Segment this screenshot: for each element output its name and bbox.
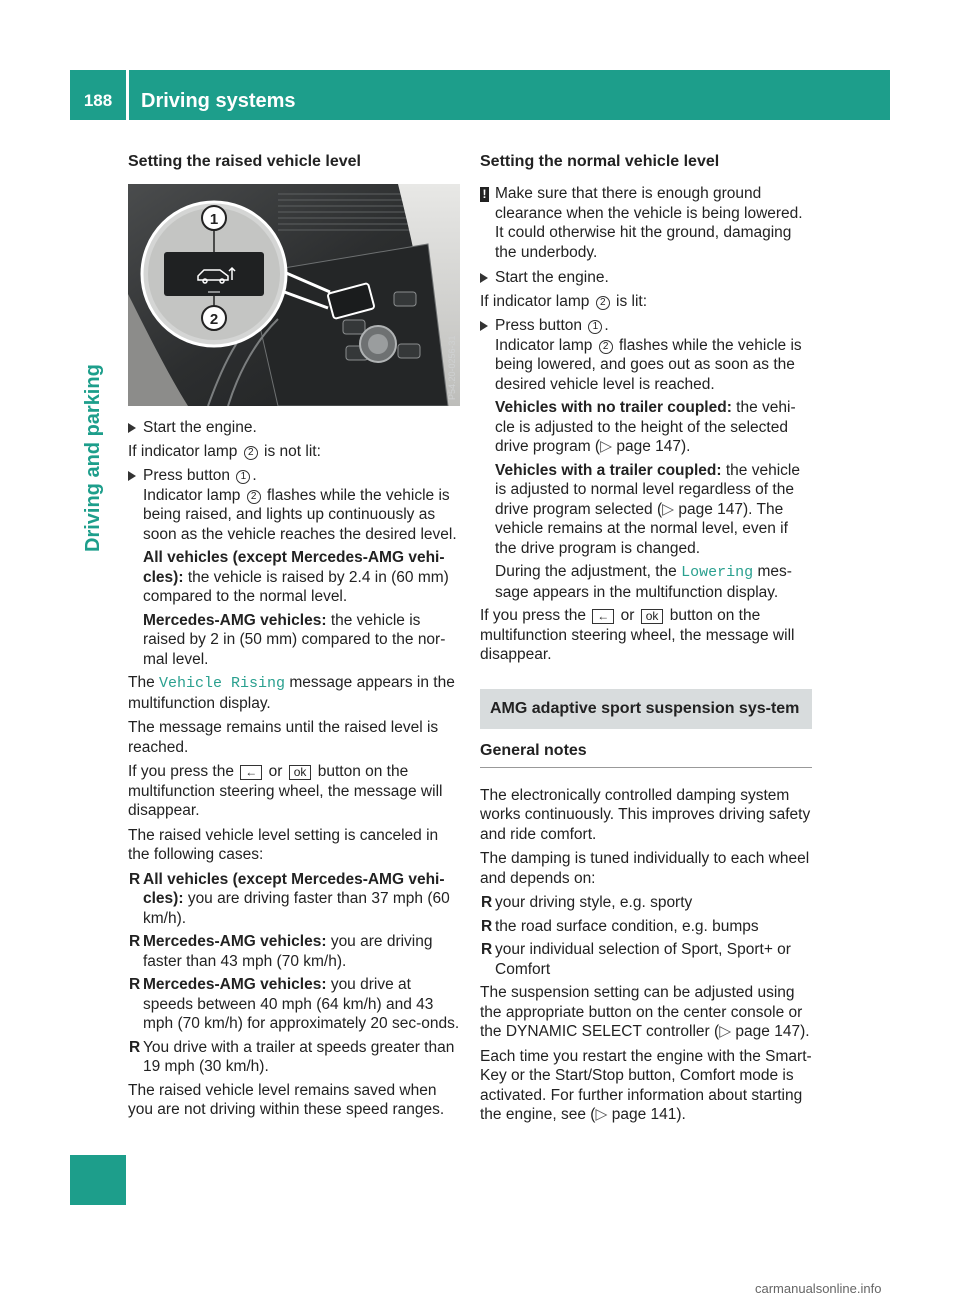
page-ref-arrow-icon: ▷ — [719, 1023, 732, 1040]
step-press-button: Press button 1 . Indicator lamp 2 flashes while the vehicle is being lowered, and goes out as soon as the desired vehicle level is reached. — [480, 316, 812, 394]
amg-suspension-section-title: AMG adaptive sport suspension sys-tem — [480, 689, 812, 729]
step-start-engine: Start the engine. — [480, 268, 812, 288]
step-arrow-icon — [128, 423, 136, 433]
page-number: 188 — [83, 91, 113, 110]
watermark: carmanualsonline.info — [755, 1281, 882, 1296]
general-notes-heading: General notes — [480, 741, 812, 768]
press-back-ok-text: If you press the ← or ok button on the multifunction steering wheel, the message will disappear. — [128, 763, 443, 819]
all-vehicles-note: All vehicles (except Mercedes-AMG vehi-cles): the vehicle is raised by 2.4 in (60 mm) compared to the normal level. — [143, 549, 449, 605]
vehicle-rising-message: The Vehicle Rising message appears in the multifunction display. — [128, 674, 455, 712]
side-tab-label: Driving and parking — [82, 364, 104, 552]
comfort-mode-text: Each time you restart the engine with the Smart-Key or the Start/Stop button, Comfort mode is activated. For further information about starting the engine, see (▷ page 141). — [480, 1047, 812, 1123]
ok-key-icon: ok — [641, 609, 664, 624]
bullet-icon: R — [481, 917, 493, 935]
step-arrow-icon — [128, 471, 136, 481]
page-title: Driving systems — [141, 90, 296, 112]
callout-2-icon: 2 — [599, 340, 613, 354]
cancel-case-3: R Mercedes-AMG vehicles: you drive at speeds between 40 mph (64 km/h) and 43 mph (70 km/h) for approximately 20 sec-onds. — [129, 976, 460, 1032]
normal-level-heading: Setting the normal vehicle level — [480, 153, 720, 170]
display-message-vehicle-rising: Vehicle Rising — [159, 675, 286, 692]
bullet-icon: R — [129, 870, 141, 888]
step-start-engine: Start the engine. — [128, 418, 460, 438]
ok-key-icon: ok — [289, 765, 312, 780]
figure-code: P54.20-0256-31 — [447, 335, 457, 400]
back-key-icon: ← — [592, 609, 614, 624]
damping-depends: The damping is tuned individually to each wheel and depends on: — [480, 850, 810, 887]
press-back-ok-text: If you press the ← or ok button on the multifunction steering wheel, the message will disappear. — [480, 607, 795, 663]
center-console-figure — [128, 184, 460, 406]
callout-1-icon: 1 — [588, 320, 602, 334]
warning-note: ! Make sure that there is enough ground clearance when the vehicle is being lowered. It could otherwise hit the ground, damaging the underbody. — [480, 184, 812, 262]
damping-intro: The electronically controlled damping system works continuously. This improves driving safety and ride comfort. — [480, 786, 811, 843]
figure-callout-1: 1 — [209, 211, 219, 228]
page-ref-link[interactable]: page 141 — [611, 1106, 677, 1123]
page-ref-link[interactable]: page 147 — [678, 500, 744, 518]
page-ref-link[interactable]: page 147 — [735, 1023, 801, 1040]
page-ref-link[interactable]: page 147 — [616, 438, 681, 455]
suspension-setting-text: The suspension setting can be adjusted using the appropriate button on the center console or the DYNAMIC SELECT controller (▷ page 147). — [480, 984, 810, 1040]
bullet-icon: R — [129, 933, 141, 950]
message-remains-text: The message remains until the raised level is reached. — [128, 719, 439, 756]
step-press-button: Press button 1 . Indicator lamp 2 flashes while the vehicle is being raised, and lights up continuously as soon as the vehicle reaches the desired level. — [128, 466, 460, 544]
back-key-icon: ← — [240, 765, 262, 780]
callout-2-icon: 2 — [247, 490, 261, 504]
callout-1-icon: 1 — [236, 470, 250, 484]
no-trailer-note: Vehicles with no trailer coupled: the vehi-cle is adjusted to the height of the selected drive program (▷ page 147). — [495, 399, 796, 455]
cancel-case-1: R All vehicles (except Mercedes-AMG vehi-cles): you are driving faster than 37 mph (60 km/h). — [129, 870, 450, 927]
bullet-icon: R — [481, 941, 493, 958]
left-column — [128, 150, 460, 1125]
warning-icon: ! — [480, 187, 489, 202]
amg-vehicles-note: Mercedes-AMG vehicles: the vehicle is raised by 2 in (50 mm) compared to the nor-mal level. — [143, 611, 446, 668]
page-ref-arrow-icon: ▷ — [662, 500, 675, 518]
canceled-cases-text: The raised vehicle level setting is canceled in the following cases: — [128, 826, 439, 863]
right-column — [480, 150, 812, 1130]
raised-level-heading: Setting the raised vehicle level — [128, 153, 361, 170]
page-ref-arrow-icon: ▷ — [595, 1106, 608, 1123]
callout-2-icon: 2 — [244, 446, 258, 460]
bullet-icon: R — [129, 976, 141, 993]
bullet-icon: R — [481, 894, 493, 911]
saved-text: The raised vehicle level remains saved when you are not driving within these speed ranges. — [128, 1081, 445, 1118]
callout-2-icon: 2 — [596, 296, 610, 310]
side-tab-marker — [70, 1155, 126, 1205]
page-ref-arrow-icon: ▷ — [600, 438, 613, 455]
list-item: R the road surface condition, e.g. bumps — [481, 917, 759, 935]
cancel-case-4: R You drive with a trailer at speeds greater than 19 mph (30 km/h). — [129, 1038, 455, 1075]
step-arrow-icon — [480, 321, 488, 331]
list-item: R your driving style, e.g. sporty — [481, 894, 693, 911]
trailer-note: Vehicles with a trailer coupled: the vehicle is adjusted to normal level regardless of the drive program selected (▷ page 147). The vehicle remains at the normal level, even if the drive program is changed. — [495, 461, 800, 557]
if-not-lit-line: If indicator lamp 2 is not lit: — [128, 442, 321, 460]
cancel-case-2: R Mercedes-AMG vehicles: you are driving faster than 43 mph (70 km/h). — [129, 933, 433, 970]
display-message-lowering: Lowering — [681, 564, 754, 581]
header-separator — [126, 70, 129, 120]
step-arrow-icon — [480, 273, 488, 283]
if-lit-line: If indicator lamp 2 is lit: — [480, 292, 648, 310]
lowering-message-note: During the adjustment, the Lowering mes-sage appears in the multifunction display. — [495, 563, 792, 601]
center-console-illustration — [128, 184, 460, 406]
list-item: R your individual selection of Sport, Sport+ or Comfort — [481, 941, 791, 978]
figure-callout-2: 2 — [209, 311, 219, 328]
bullet-icon: R — [129, 1038, 141, 1056]
